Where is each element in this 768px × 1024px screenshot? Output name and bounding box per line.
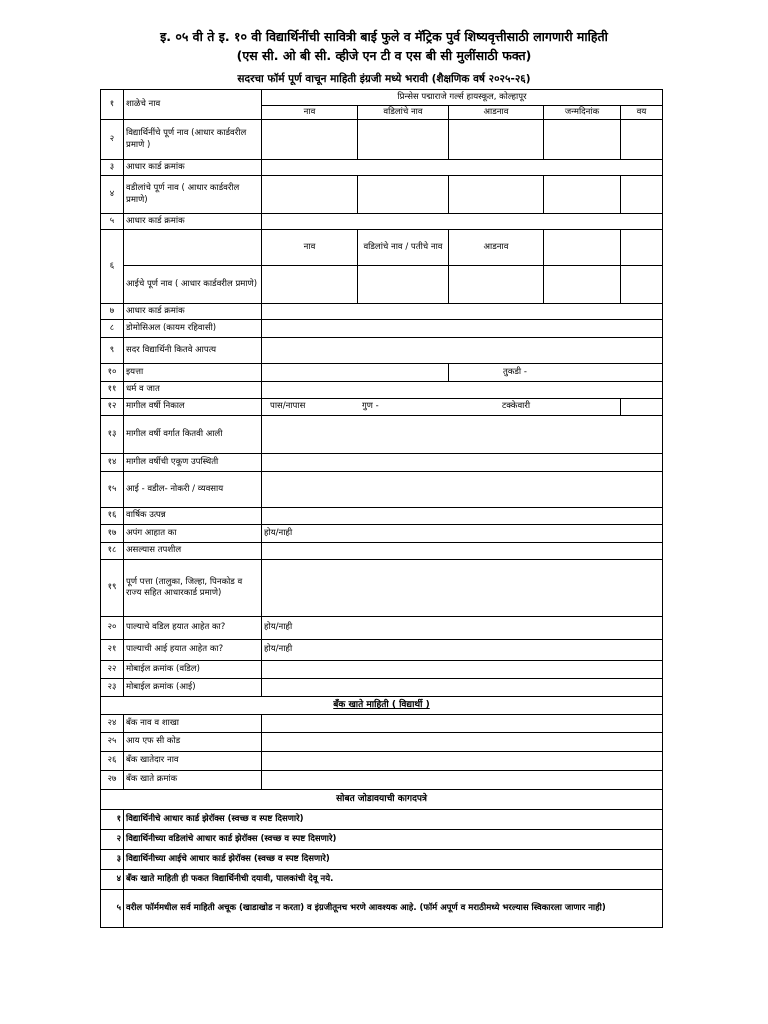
documents-section-header [101, 790, 663, 810]
mother-mobile-field[interactable] [262, 679, 663, 697]
marks-label: गुण - [362, 401, 379, 412]
bank-section-header [101, 697, 663, 715]
father-mobile-field[interactable] [262, 661, 663, 679]
disabled-field[interactable]: होय/नाही [262, 525, 663, 543]
row-number: २६ [101, 752, 124, 771]
row-number: १४ [101, 454, 124, 472]
row-mother-alive [101, 640, 663, 661]
field-label: पूर्ण पत्ता (तालुका, जिल्हा, पिनकोड व राज्य सहित आधारकार्ड प्रमाणे) [124, 560, 262, 617]
document-number: १ [101, 810, 124, 830]
field-label: इयत्ता [124, 364, 262, 382]
field-label: वडीलांचे पूर्ण नाव ( आधार कार्डवरील प्रमाणे) [124, 176, 262, 214]
row-number: ६ [101, 230, 124, 304]
row-mother-aadhaar [101, 304, 663, 320]
row-disabled [101, 525, 663, 543]
father-dob-field[interactable] [544, 176, 621, 214]
row-ifsc [101, 733, 663, 752]
student-aadhaar-field[interactable] [262, 160, 663, 176]
document-text: विद्यार्थिनीच्या वडिलांचे आधार कार्ड झेरॉक्स (स्वच्छ व स्पष्ट दिसणारे) [124, 830, 663, 850]
row-bank-name [101, 715, 663, 733]
field-label: सदर विद्यार्थिनी कितवे आपत्य [124, 338, 262, 364]
form-instruction: सदरचा फॉर्म पूर्ण वाचून माहिती इंग्रजी मध्ये भरावी (शैक्षणिक वर्ष २०२५-२६) [237, 73, 531, 85]
row-previous-result [101, 399, 663, 416]
father-alive-field[interactable]: होय/नाही [262, 617, 663, 640]
blank-cell [544, 230, 621, 266]
row-mother-name [101, 266, 663, 304]
row-number: १८ [101, 543, 124, 560]
field-label: आई - वडील- नोकरी / व्यवसाय [124, 472, 262, 508]
mother-aadhaar-field[interactable] [262, 304, 663, 320]
previous-result-field[interactable] [262, 399, 621, 416]
row-number: २० [101, 617, 124, 640]
document-item [101, 830, 663, 850]
row-number: २१ [101, 640, 124, 661]
father-first-name-field[interactable] [262, 176, 358, 214]
mother-middle-name-field[interactable] [358, 266, 449, 304]
row-number: २२ [101, 661, 124, 679]
row-number: २ [101, 120, 124, 160]
col-header-dob: जन्मदिनांक [544, 106, 621, 120]
form-title: इ. ०५ वी ते इ. १० वी विद्यार्थिनींची सावित्री बाई फुले व मॅट्रिक पुर्व शिष्यवृत्तीसाठी लागणारी माहिती [160, 29, 608, 44]
father-surname-field[interactable] [449, 176, 544, 214]
row-father-name [101, 176, 663, 214]
row-number: २५ [101, 733, 124, 752]
row-number: १० [101, 364, 124, 382]
blank-cell [124, 230, 262, 266]
document-text: विद्यार्थिनीचे आधार कार्ड झेरॉक्स (स्वच्छ व स्पष्ट दिसणारे) [124, 810, 663, 830]
field-label: पाल्याची आई हयात आहेत का? [124, 640, 262, 661]
field-label: वार्षिक उत्पन्न [124, 508, 262, 525]
student-father-name-field[interactable] [358, 120, 449, 160]
pass-fail-label: पास/नापास [270, 401, 306, 412]
row-number: १२ [101, 399, 124, 416]
row-domicile [101, 320, 663, 338]
field-label: धर्म व जात [124, 382, 262, 399]
row-father-mobile [101, 661, 663, 679]
row-number: ३ [101, 160, 124, 176]
field-label: मागील वर्षी वर्गात कितवी आली [124, 416, 262, 454]
row-annual-income [101, 508, 663, 525]
row-number: ९ [101, 338, 124, 364]
document-item [101, 810, 663, 830]
class-rank-field[interactable] [262, 416, 663, 454]
field-label: डोमोसिअल (कायम रहिवासी) [124, 320, 262, 338]
col-header-surname: आडनाव [449, 106, 544, 120]
row-number: २३ [101, 679, 124, 697]
student-surname-field[interactable] [449, 120, 544, 160]
document-number: ४ [101, 870, 124, 890]
row-number: ७ [101, 304, 124, 320]
col-header-name: नाव [262, 106, 358, 120]
field-label: बँक खाते क्रमांक [124, 771, 262, 790]
row-account-holder [101, 752, 663, 771]
attendance-field[interactable] [262, 454, 663, 472]
col-header-age: वय [621, 106, 663, 120]
row-student-name [101, 120, 663, 160]
row-account-number [101, 771, 663, 790]
row-number: १ [101, 90, 124, 120]
form-subtitle: (एस सी. ओ बी सी. व्हीजे एन टी व एस बी सी मुलींसाठी फक्त) [236, 48, 532, 63]
full-address-field[interactable] [262, 560, 663, 617]
field-label: विद्यार्थिनींचे पूर्ण नाव (आधार कार्डवरील प्रमाणे ) [124, 120, 262, 160]
parents-occupation-field[interactable] [262, 472, 663, 508]
row-religion-caste [101, 382, 663, 399]
student-first-name-field[interactable] [262, 120, 358, 160]
row-number: ४ [101, 176, 124, 214]
field-label: बँक खातेदार नाव [124, 752, 262, 771]
account-holder-field[interactable] [262, 752, 663, 771]
row-child-order [101, 338, 663, 364]
document-item [101, 850, 663, 870]
child-order-field[interactable] [262, 338, 663, 364]
bank-section-title: बँक खाते माहिती ( विद्यार्थी ) [101, 697, 663, 715]
document-item [101, 890, 663, 928]
row-number: १३ [101, 416, 124, 454]
father-aadhaar-field[interactable] [262, 214, 663, 230]
row-parents-occupation [101, 472, 663, 508]
row-number: १७ [101, 525, 124, 543]
row-number: १५ [101, 472, 124, 508]
field-label: आधार कार्ड क्रमांक [124, 214, 262, 230]
row-number: १९ [101, 560, 124, 617]
student-dob-field[interactable] [544, 120, 621, 160]
disability-details-field[interactable] [262, 543, 663, 560]
annual-income-field[interactable] [262, 508, 663, 525]
field-label: मोबाईल क्रमांक (आई) [124, 679, 262, 697]
percentage-label: टक्केवारी [502, 401, 531, 412]
mother-dob-field[interactable] [544, 266, 621, 304]
standard-field[interactable] [262, 364, 449, 382]
row-student-aadhaar [101, 160, 663, 176]
field-label: अपंग आहात का [124, 525, 262, 543]
school-name-label: शाळेचे नाव [124, 90, 262, 120]
ifsc-field[interactable] [262, 733, 663, 752]
document-text: बँक खाते माहिती ही फकत विद्यार्थिनीची दयावी, पालकांची देवू नये. [124, 870, 663, 890]
col-header-father-name: वडिलांचे नाव [358, 106, 449, 120]
document-text: वरील फॉर्ममधील सर्व माहिती अचूक (खाडाखोड न करता) व इंग्रजीतूनच भरणे आवश्यक आहे. (फॉर्म अपूर्ण व मराठीमध्ये भरल्यास स्विकारला जाणार नाही) [124, 890, 663, 928]
mother-name-column-headers [101, 230, 663, 266]
field-label: मागील वर्षी निकाल [124, 399, 262, 416]
document-item [101, 870, 663, 890]
row-number: २७ [101, 771, 124, 790]
row-mother-mobile [101, 679, 663, 697]
row-number: १६ [101, 508, 124, 525]
religion-caste-field[interactable] [262, 382, 663, 399]
field-label: आधार कार्ड क्रमांक [124, 304, 262, 320]
field-label: पाल्याचे वडिल हयात आहेत का? [124, 617, 262, 640]
row-number: ११ [101, 382, 124, 399]
percentage-value-field[interactable] [621, 399, 663, 416]
scholarship-form-table [100, 89, 663, 928]
documents-section-title: सोबत जोडावयाची कागदपत्रे [101, 790, 663, 810]
col-header-name: नाव [262, 230, 358, 266]
document-number: ५ [101, 890, 124, 928]
row-disability-details [101, 543, 663, 560]
division-field[interactable] [449, 364, 663, 382]
blank-cell [621, 230, 663, 266]
mother-first-name-field[interactable] [262, 266, 358, 304]
field-label: आईचे पूर्ण नाव ( आधार कार्डवरील प्रमाणे) [124, 266, 262, 304]
domicile-field[interactable] [262, 320, 663, 338]
mother-surname-field[interactable] [449, 266, 544, 304]
document-text: विद्यार्थिनीच्या आईचे आधार कार्ड झेरॉक्स (स्वच्छ व स्पष्ट दिसणारे) [124, 850, 663, 870]
division-label: तुकडी - [503, 366, 527, 377]
document-number: ३ [101, 850, 124, 870]
mother-alive-field[interactable]: होय/नाही [262, 640, 663, 661]
row-number: ५ [101, 214, 124, 230]
row-number: २४ [101, 715, 124, 733]
field-label: बँक नाव व शाखा [124, 715, 262, 733]
row-full-address [101, 560, 663, 617]
bank-name-field[interactable] [262, 715, 663, 733]
field-label: आधार कार्ड क्रमांक [124, 160, 262, 176]
father-age-field[interactable] [621, 176, 663, 214]
mother-age-field[interactable] [621, 266, 663, 304]
father-middle-name-field[interactable] [358, 176, 449, 214]
field-label: मोबाईल क्रमांक (वडिल) [124, 661, 262, 679]
col-header-father-husband-name: वडिलांचे नाव / पतीचे नाव [358, 230, 449, 266]
col-header-surname: आडनाव [449, 230, 544, 266]
student-age-field[interactable] [621, 120, 663, 160]
row-standard [101, 364, 663, 382]
field-label: असल्यास तपशील [124, 543, 262, 560]
row-school [101, 90, 663, 106]
document-number: २ [101, 830, 124, 850]
row-number: ८ [101, 320, 124, 338]
row-father-alive [101, 617, 663, 640]
account-number-field[interactable] [262, 771, 663, 790]
field-label: मागील वर्षीची एकूण उपस्थिती [124, 454, 262, 472]
school-name-value: प्रिन्सेस पद्माराजे गर्ल्स हायस्कूल, कोल्हापूर [262, 90, 663, 106]
row-attendance [101, 454, 663, 472]
field-label: आय एफ सी कोड [124, 733, 262, 752]
row-father-aadhaar [101, 214, 663, 230]
row-class-rank [101, 416, 663, 454]
